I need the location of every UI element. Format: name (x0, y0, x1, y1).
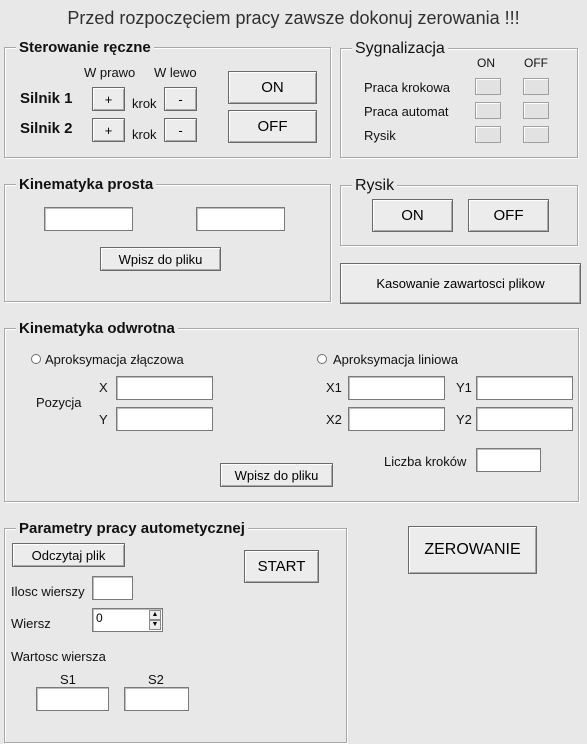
row-spinner-value: 0 (96, 611, 103, 625)
joint-approximation-radio[interactable] (31, 354, 41, 364)
auto-params-legend: Parametry pracy autometycznej (16, 521, 248, 537)
y-input[interactable] (116, 407, 213, 431)
signal-auto-on-indicator (475, 102, 501, 119)
manual-off-button[interactable]: OFF (228, 110, 317, 143)
inverse-kinematics-legend: Kinematyka odwrotna (16, 321, 178, 337)
steps-input[interactable] (476, 448, 541, 472)
motor2-label: Silnik 2 (20, 120, 73, 137)
motor1-step-label: krok (132, 96, 157, 111)
row-count-input[interactable] (92, 576, 133, 600)
y-label: Y (99, 412, 108, 427)
signal-row-step-label: Praca krokowa (364, 80, 450, 95)
y1-label: Y1 (456, 380, 472, 395)
s1-input[interactable] (36, 687, 109, 711)
left-column-label: W lewo (154, 65, 197, 80)
zero-button[interactable]: ZEROWANIE (408, 526, 537, 574)
x1-label: X1 (326, 380, 342, 395)
spin-down-icon[interactable]: ▼ (149, 620, 161, 630)
signal-row-pen-label: Rysik (364, 128, 396, 143)
y2-label: Y2 (456, 412, 472, 427)
linear-approximation-radio[interactable] (317, 354, 327, 364)
start-button[interactable]: START (244, 550, 319, 583)
signal-step-off-indicator (523, 78, 549, 95)
s2-label: S2 (148, 672, 164, 687)
s2-input[interactable] (124, 687, 189, 711)
x2-label: X2 (326, 412, 342, 427)
joint-approximation-label[interactable]: Aproksymacja złączowa (45, 352, 184, 367)
motor1-right-button[interactable]: + (92, 87, 125, 111)
spin-up-icon[interactable]: ▲ (149, 610, 161, 620)
forward-kinematics-group (4, 184, 331, 302)
x-input[interactable] (116, 376, 213, 400)
right-column-label: W prawo (84, 65, 136, 80)
signal-pen-on-indicator (475, 126, 501, 143)
signal-off-header: OFF (524, 56, 548, 70)
row-count-label: Ilosc wierszy (11, 584, 85, 599)
signal-on-header: ON (477, 56, 495, 70)
motor2-left-button[interactable]: - (164, 118, 197, 142)
signal-row-auto-label: Praca automat (364, 104, 449, 119)
row-label: Wiersz (11, 616, 51, 631)
row-spinner[interactable] (92, 608, 163, 632)
x-label: X (99, 380, 108, 395)
row-value-label: Wartosc wiersza (11, 649, 106, 664)
motor2-step-label: krok (132, 127, 157, 142)
s1-label: S1 (60, 672, 76, 687)
signal-auto-off-indicator (523, 102, 549, 119)
manual-control-legend: Sterowanie ręczne (16, 40, 154, 56)
motor1-label: Silnik 1 (20, 90, 73, 107)
signaling-legend: Sygnalizacja (352, 41, 448, 57)
signal-step-on-indicator (475, 78, 501, 95)
steps-label: Liczba kroków (384, 454, 467, 469)
manual-on-button[interactable]: ON (228, 71, 317, 104)
linear-approximation-label[interactable]: Aproksymacja liniowa (333, 352, 458, 367)
y1-input[interactable] (476, 376, 573, 400)
inverse-write-button[interactable]: Wpisz do pliku (220, 463, 333, 487)
signal-pen-off-indicator (523, 126, 549, 143)
forward-write-button[interactable]: Wpisz do pliku (100, 247, 221, 271)
clear-files-button[interactable]: Kasowanie zawartosci plikow (340, 263, 581, 304)
read-file-button[interactable]: Odczytaj plik (12, 543, 125, 567)
pen-off-button[interactable]: OFF (468, 199, 549, 232)
forward-field-1[interactable] (44, 207, 133, 231)
x2-input[interactable] (348, 407, 445, 431)
pen-legend: Rysik (352, 178, 397, 194)
x1-input[interactable] (348, 376, 445, 400)
position-label: Pozycja (36, 395, 82, 410)
y2-input[interactable] (476, 407, 573, 431)
pen-on-button[interactable]: ON (372, 199, 453, 232)
motor2-right-button[interactable]: + (92, 118, 125, 142)
forward-field-2[interactable] (196, 207, 285, 231)
motor1-left-button[interactable]: - (164, 87, 197, 111)
page-title: Przed rozpoczęciem pracy zawsze dokonuj zerowania !!! (67, 8, 520, 28)
forward-kinematics-legend: Kinematyka prosta (16, 177, 156, 193)
